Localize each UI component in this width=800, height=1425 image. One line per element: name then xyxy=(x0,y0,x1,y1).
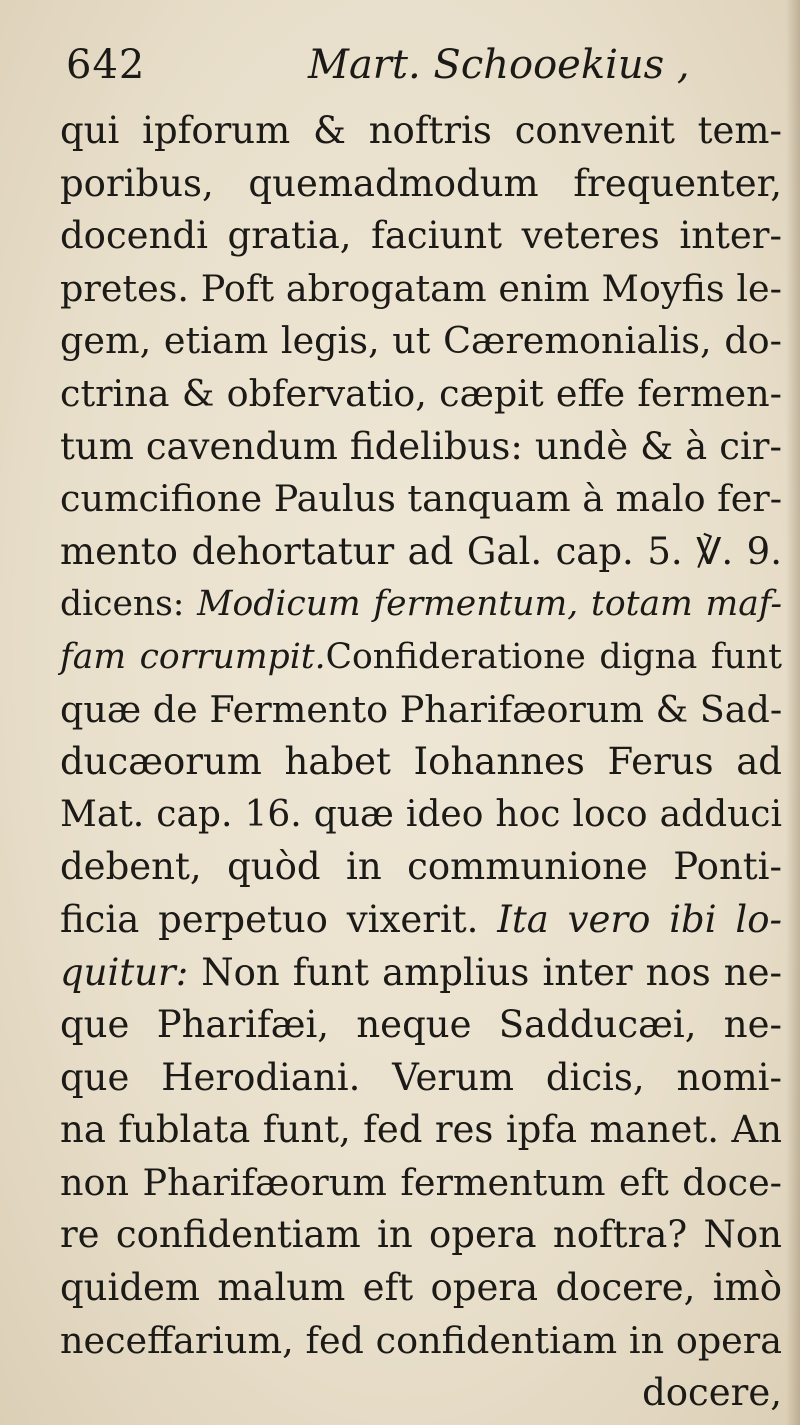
line-text: tum cavendum fidelibus: undè & à cir- xyxy=(60,424,782,468)
line-text: poribus, quemadmodum frequenter, xyxy=(60,161,782,205)
line-text: non Pharifæorum fermentum eft doce- xyxy=(60,1160,782,1204)
text-line xyxy=(60,315,782,368)
line-text: quidem malum eft opera docere, imò xyxy=(60,1266,782,1310)
line-text: Non funt amplius inter nos ne- xyxy=(188,950,782,994)
text-line xyxy=(60,684,782,737)
line-text: gem, etiam legis, ut Cæremonialis, do- xyxy=(60,319,782,363)
line-text: docendi gratia, faciunt veteres inter- xyxy=(60,214,782,258)
line-text: que Pharifæi, neque Sadducæi, ne- xyxy=(60,1003,782,1047)
line-text: neceffarium, fed confidentiam in opera xyxy=(60,1318,782,1362)
body-text xyxy=(60,105,782,1420)
text-line xyxy=(60,789,782,842)
line-text: ficia perpetuo vixerit. xyxy=(60,897,498,941)
text-line xyxy=(60,368,782,421)
text-line xyxy=(60,841,782,894)
italic-text: Modicum fermentum, totam maf- xyxy=(197,584,782,625)
line-text: ducæorum habet Iohannes Ferus ad xyxy=(60,740,782,784)
text-line xyxy=(60,158,782,211)
running-head: Mart. Schooekius , xyxy=(308,42,690,88)
line-text: Confideratione digna funt xyxy=(325,636,782,677)
text-line xyxy=(60,105,782,158)
text-line xyxy=(60,999,782,1052)
text-line xyxy=(60,1315,782,1368)
text-line xyxy=(60,263,782,316)
line-text: cumcifione Paulus tanquam à malo fer- xyxy=(60,477,783,521)
text-line-last xyxy=(60,1367,782,1420)
text-line xyxy=(60,1209,782,1262)
line-text: docere, xyxy=(642,1371,782,1415)
line-text: dicens: xyxy=(60,584,198,625)
line-text: ctrina & obfervatio, cæpit effe fermen- xyxy=(60,371,782,415)
line-text: qui ipforum & noftris convenit tem- xyxy=(60,109,782,152)
line-text: quæ de Fermento Pharifæorum & Sad- xyxy=(60,687,783,731)
line-text: debent, quòd in communione Ponti- xyxy=(60,845,782,889)
text-line xyxy=(60,473,782,526)
text-line xyxy=(60,947,782,1000)
text-line xyxy=(60,1157,782,1210)
text-line xyxy=(60,631,782,684)
text-line xyxy=(60,1262,782,1315)
page-header xyxy=(60,40,760,100)
text-line xyxy=(60,578,782,631)
italic-text: quitur: xyxy=(60,950,189,994)
line-text: Mat. cap. 16. quæ ideo hoc loco adduci xyxy=(60,793,782,835)
italic-text: Ita vero ibi lo- xyxy=(497,897,782,941)
text-line xyxy=(60,736,782,789)
line-text: que Herodiani. Verum dicis, nomi- xyxy=(60,1055,782,1099)
text-line xyxy=(60,210,782,263)
text-line xyxy=(60,894,782,947)
text-line xyxy=(60,526,782,579)
line-text: pretes. Poft abrogatam enim Moyfis le- xyxy=(60,266,782,310)
italic-text: fam corrumpit. xyxy=(60,636,326,677)
text-line xyxy=(60,421,782,474)
line-text: mento dehortatur ad Gal. cap. 5. ℣. 9. xyxy=(60,529,782,573)
line-text: re confidentiam in opera noftra? Non xyxy=(60,1213,782,1257)
page-number: 642 xyxy=(66,42,146,88)
line-text: na fublata funt, fed res ipfa manet. An xyxy=(60,1108,782,1152)
text-line xyxy=(60,1052,782,1105)
page-edge-shadow xyxy=(786,0,800,1425)
text-line xyxy=(60,1104,782,1157)
